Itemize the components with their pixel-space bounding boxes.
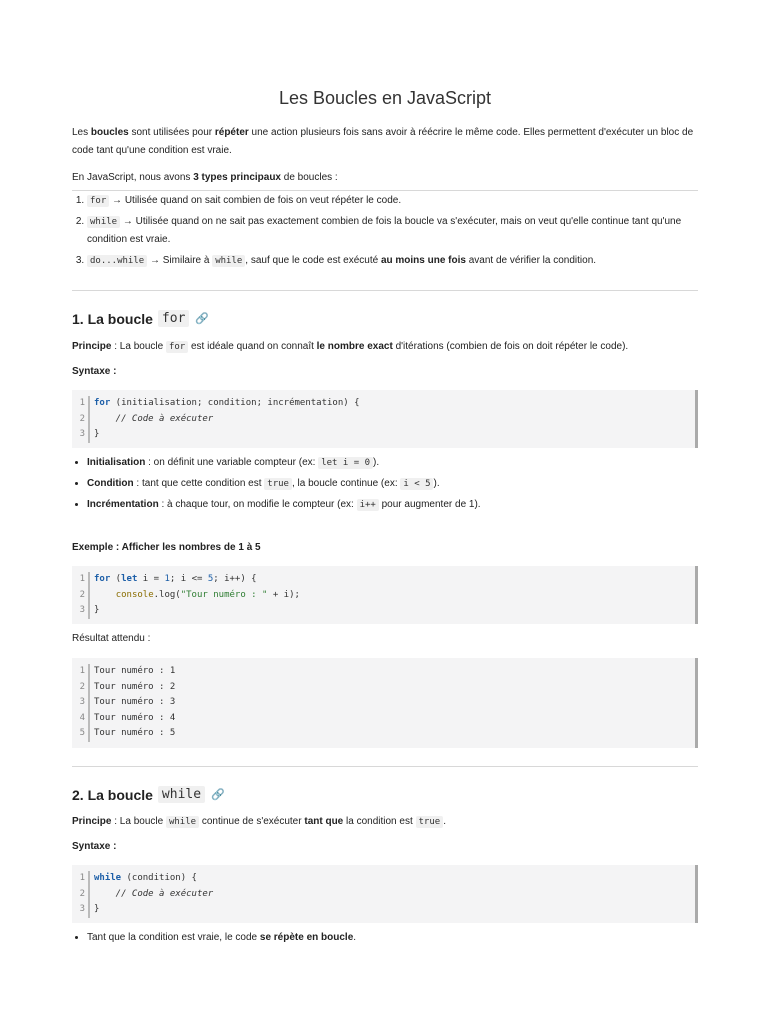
list-item: 2. while → Utilisée quand on ne sait pas exactement combien de fois la boucle va s'exécuter, mais on veut qu'elle continue tant qu'une condition est vraie. xyxy=(87,213,698,249)
code-block-while-syntax: 1 while (condition) { 2 // Code à exécuter 3 } xyxy=(72,865,698,923)
link-icon[interactable]: 🔗 xyxy=(211,789,225,801)
divider xyxy=(72,766,698,767)
link-icon[interactable]: 🔗 xyxy=(195,313,210,325)
list-item: • Condition : tant que cette condition est true , la boucle continue (ex: i < 5 ). xyxy=(87,475,698,493)
section-heading-while: 2. La boucle while 🔗 xyxy=(72,786,225,803)
code-block-result: 1 Tour numéro : 1 2 Tour numéro : 2 3 Tour numéro : 3 4 Tour numéro : 4 5 Tour numéro : 5 xyxy=(72,658,698,748)
code-block-for-example: 1 for (let i = 1; i <= 5; i++) { 2 console.log("Tour numéro : " + i); 3 } xyxy=(72,566,698,624)
list-item: 3. do...while → Similaire à while , sauf que le code est exécuté au moins une fois avant de vérifier la condition. xyxy=(87,252,698,270)
types-intro: En JavaScript, nous avons 3 types principaux de boucles : xyxy=(72,172,338,183)
list-item: • Incrémentation : à chaque tour, on modifie le compteur (ex: i++ pour augmenter de 1). xyxy=(87,496,698,514)
intro-paragraph: Les boucles sont utilisées pour répéter une action plusieurs fois sans avoir à réécrire le même code. Elles permettent d'exécuter un bloc de code tant qu'une condition est vraie. xyxy=(72,127,694,156)
for-components-list xyxy=(72,454,698,517)
list-item: • Tant que la condition est vraie, le code se répète en boucle. xyxy=(87,929,698,947)
example-label: Exemple : Afficher les nombres de 1 à 5 xyxy=(72,542,261,553)
result-label: Résultat attendu : xyxy=(72,633,151,644)
syntaxe-label: Syntaxe : xyxy=(72,366,117,377)
page-title: Les Boucles en JavaScript xyxy=(278,88,492,108)
list-item: 1. for → Utilisée quand on sait combien de fois on veut répéter le code. xyxy=(87,192,698,210)
list-item: • Initialisation : on définit une variable compteur (ex: let i = 0 ). xyxy=(87,454,698,472)
principe-for: Principe : La boucle for est idéale quand on connaît le nombre exact d'itérations (combien de fois on doit répéter le code). xyxy=(72,341,629,352)
types-list xyxy=(72,192,698,273)
principe-while: Principe : La boucle while continue de s'exécuter tant que la condition est true . xyxy=(72,816,446,827)
while-notes-list xyxy=(72,929,698,950)
divider xyxy=(72,190,698,191)
syntaxe-label: Syntaxe : xyxy=(72,841,117,852)
section-heading-for: 1. La boucle for 🔗 xyxy=(72,310,210,327)
code-block-for-syntax: 1 for (initialisation; condition; incrémentation) { 2 // Code à exécuter 3 } xyxy=(72,390,698,448)
divider xyxy=(72,290,698,291)
